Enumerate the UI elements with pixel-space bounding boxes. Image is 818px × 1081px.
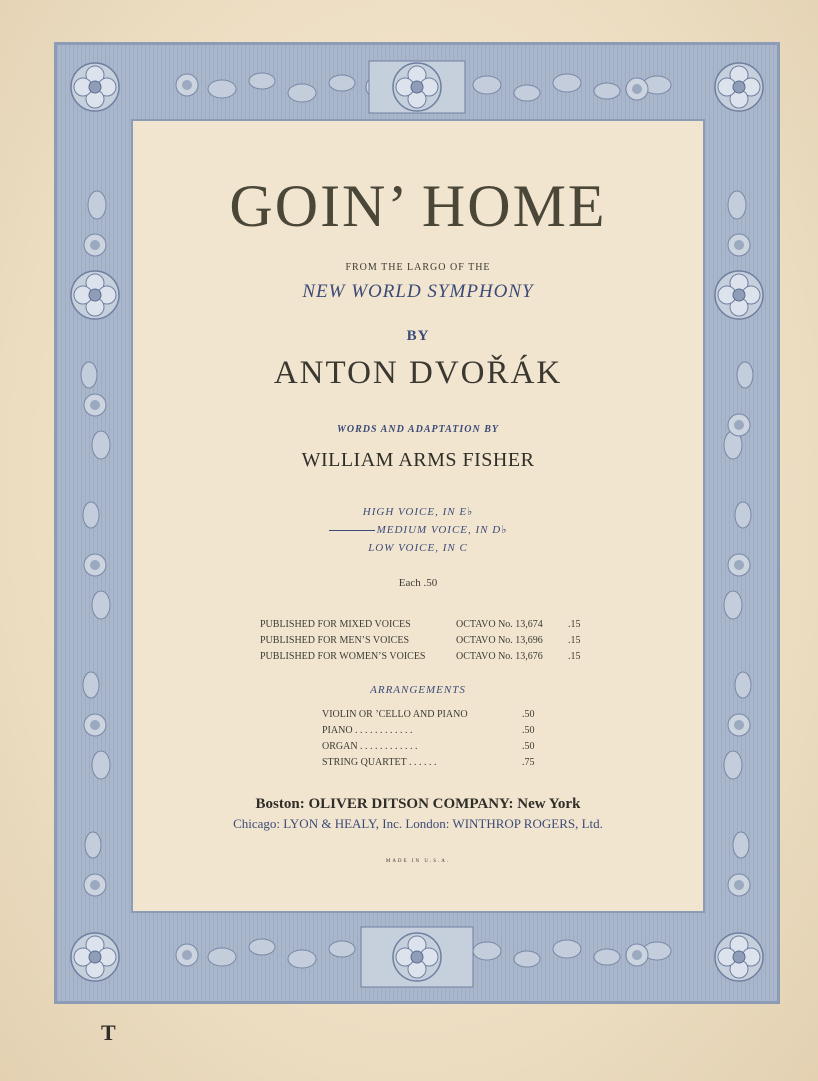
arrangement-price: .50 bbox=[522, 741, 535, 752]
cover-text-block bbox=[138, 126, 698, 906]
arrangement-price: .50 bbox=[522, 709, 535, 720]
published-editions bbox=[260, 617, 581, 665]
published-label: PUBLISHED FOR MIXED VOICES bbox=[260, 619, 411, 630]
arrangement-name: ORGAN . . . . . . . . . . . . bbox=[322, 741, 418, 752]
published-row bbox=[260, 633, 581, 649]
adapter-name: WILLIAM ARMS FISHER bbox=[301, 449, 535, 471]
octavo-number: OCTAVO No. 13,696 bbox=[456, 635, 543, 646]
composer-name: ANTON DVOŘÁK bbox=[273, 355, 563, 391]
publisher-line: Boston: OLIVER DITSON COMPANY: New York bbox=[255, 796, 581, 812]
published-price: .15 bbox=[568, 619, 581, 630]
each-price: Each .50 bbox=[398, 577, 438, 589]
published-price: .15 bbox=[568, 635, 581, 646]
symphony-name: NEW WORLD SYMPHONY bbox=[302, 281, 534, 302]
arrangements-heading: ARRANGEMENTS bbox=[370, 684, 466, 696]
corner-mark: T bbox=[101, 1020, 116, 1045]
arrangement-name: VIOLIN OR ’CELLO AND PIANO bbox=[322, 709, 468, 720]
voice-high: HIGH VOICE, IN E♭ bbox=[362, 506, 474, 518]
voice-medium-row bbox=[138, 521, 698, 539]
arrangement-name: PIANO . . . . . . . . . . . . bbox=[322, 725, 413, 736]
voice-list bbox=[138, 503, 698, 557]
arrangement-row bbox=[322, 739, 535, 755]
distributor-line: Chicago: LYON & HEALY, Inc. London: WINTHROP ROGERS, Ltd. bbox=[233, 816, 603, 831]
arrangement-row bbox=[322, 723, 535, 739]
by-label: BY bbox=[406, 328, 430, 344]
published-row bbox=[260, 617, 581, 633]
selected-voice-marker bbox=[329, 530, 375, 531]
arrangements-list bbox=[322, 707, 535, 771]
published-label: PUBLISHED FOR MEN’S VOICES bbox=[260, 635, 410, 646]
voice-medium: MEDIUM VOICE, IN D♭ bbox=[376, 524, 508, 536]
published-label: PUBLISHED FOR WOMEN’S VOICES bbox=[260, 651, 426, 662]
octavo-number: OCTAVO No. 13,676 bbox=[456, 651, 543, 662]
arrangement-price: .75 bbox=[522, 757, 535, 768]
song-title: GOIN’ HOME bbox=[229, 173, 607, 239]
arrangement-price: .50 bbox=[522, 725, 535, 736]
from-line: FROM THE LARGO OF THE bbox=[345, 262, 491, 273]
published-row bbox=[260, 649, 581, 665]
octavo-number: OCTAVO No. 13,674 bbox=[456, 619, 543, 630]
made-in-label: MADE IN U.S.A. bbox=[385, 859, 451, 864]
arrangement-row bbox=[322, 707, 535, 723]
words-line: WORDS AND ADAPTATION BY bbox=[336, 424, 499, 435]
arrangement-row bbox=[322, 755, 535, 771]
published-price: .15 bbox=[568, 651, 581, 662]
arrangement-name: STRING QUARTET . . . . . . bbox=[322, 757, 437, 768]
voice-low: LOW VOICE, IN C bbox=[368, 542, 468, 554]
